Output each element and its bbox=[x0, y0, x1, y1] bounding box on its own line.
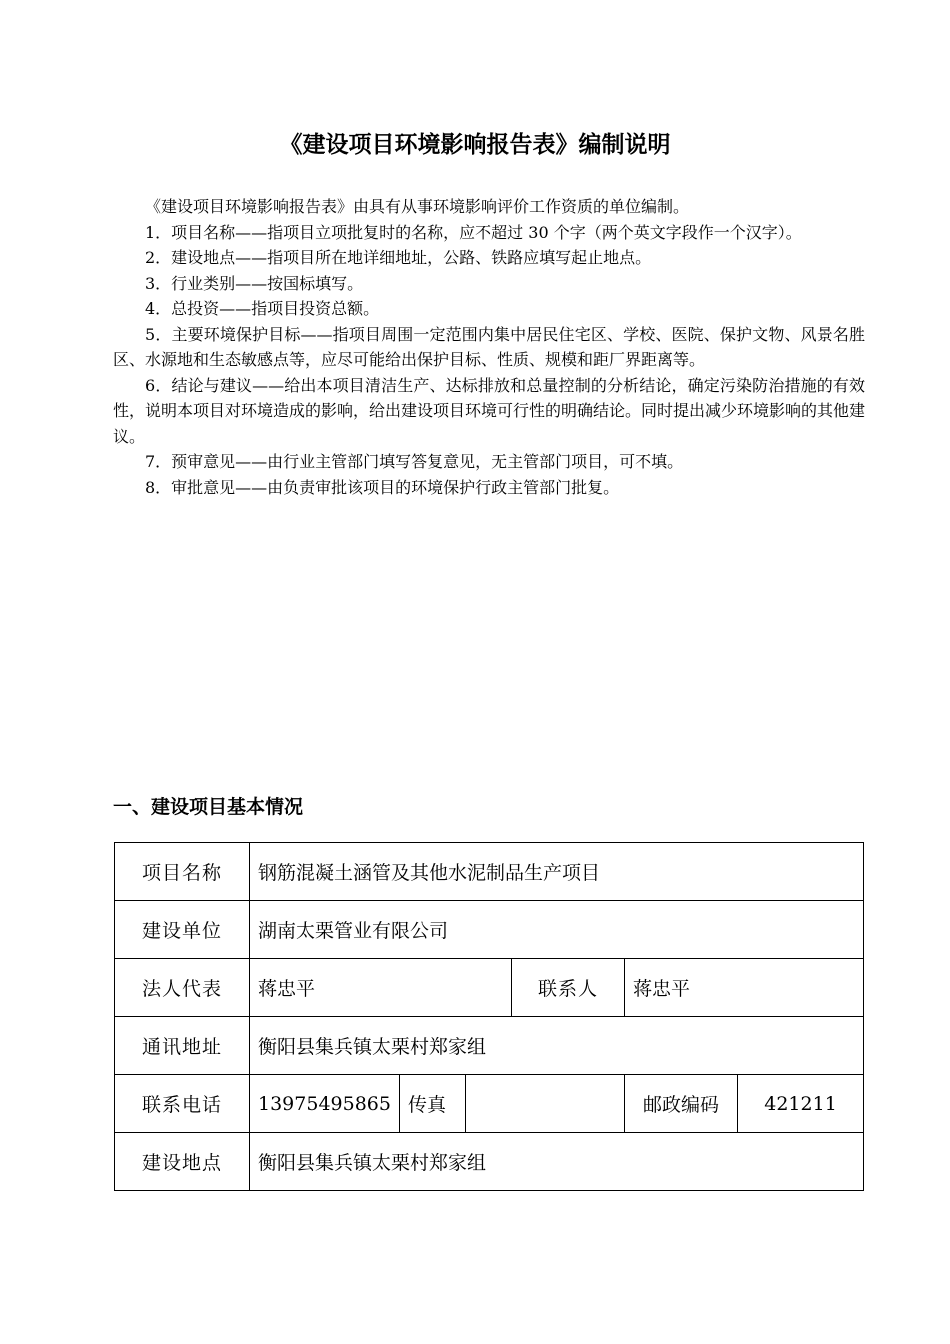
project-name-value: 钢筋混凝土涵管及其他水泥制品生产项目 bbox=[250, 843, 864, 901]
phone-label: 联系电话 bbox=[115, 1075, 250, 1133]
instructions-body bbox=[113, 194, 865, 500]
contact-value: 蒋忠平 bbox=[625, 959, 864, 1017]
instruction-item-2: 2．建设地点——指项目所在地详细地址，公路、铁路应填写起止地点。 bbox=[145, 248, 652, 267]
table-row bbox=[115, 901, 864, 959]
fax-label: 传真 bbox=[400, 1075, 466, 1133]
builder-label: 建设单位 bbox=[115, 901, 250, 959]
section-heading: 一、建设项目基本情况 bbox=[113, 796, 304, 818]
contact-label: 联系人 bbox=[512, 959, 625, 1017]
instruction-item-4: 4．总投资——指项目投资总额。 bbox=[145, 299, 380, 318]
table-row bbox=[115, 1017, 864, 1075]
site-label: 建设地点 bbox=[115, 1133, 250, 1191]
instruction-item-8: 8．审批意见——由负责审批该项目的环境保护行政主管部门批复。 bbox=[145, 477, 620, 497]
instruction-item-1: 1．项目名称——指项目立项批复时的名称，应不超过 30 个字（两个英文字段作一个汉字）。 bbox=[145, 222, 802, 242]
instruction-item-5: 5．主要环境保护目标——指项目周围一定范围内集中居民住宅区、学校、医院、保护文物、风景名胜区、水源地和生态敏感点等，应尽可能给出保护目标、性质、规模和距厂界距离等。 bbox=[113, 324, 865, 369]
instruction-item-7: 7．预审意见——由行业主管部门填写答复意见，无主管部门项目，可不填。 bbox=[145, 452, 684, 471]
address-value: 衡阳县集兵镇太栗村郑家组 bbox=[250, 1017, 864, 1075]
page-title: 《建设项目环境影响报告表》编制说明 bbox=[279, 132, 671, 158]
postcode-label: 邮政编码 bbox=[625, 1075, 738, 1133]
postcode-value: 421211 bbox=[738, 1075, 864, 1133]
legal-rep-label: 法人代表 bbox=[115, 959, 250, 1017]
legal-rep-value: 蒋忠平 bbox=[250, 959, 512, 1017]
table-row bbox=[115, 1075, 864, 1133]
instruction-item-6: 6．结论与建议——给出本项目清洁生产、达标排放和总量控制的分析结论，确定污染防治措施的有效性，说明本项目对环境造成的影响，给出建设项目环境可行性的明确结论。同时提出减少环境影响的其他建议。 bbox=[113, 375, 866, 446]
table-row bbox=[115, 959, 864, 1017]
project-info-table bbox=[114, 842, 864, 1191]
project-name-label: 项目名称 bbox=[115, 843, 250, 901]
table-row bbox=[115, 1133, 864, 1191]
instruction-item-3: 3．行业类别——按国标填写。 bbox=[145, 273, 364, 293]
address-label: 通讯地址 bbox=[115, 1017, 250, 1075]
table-row bbox=[115, 843, 864, 901]
builder-value: 湖南太栗管业有限公司 bbox=[250, 901, 864, 959]
site-value: 衡阳县集兵镇太栗村郑家组 bbox=[250, 1133, 864, 1191]
fax-value bbox=[466, 1075, 625, 1133]
phone-value: 13975495865 bbox=[250, 1075, 400, 1133]
instruction-intro: 《建设项目环境影响报告表》由具有从事环境影响评价工作资质的单位编制。 bbox=[145, 197, 690, 216]
